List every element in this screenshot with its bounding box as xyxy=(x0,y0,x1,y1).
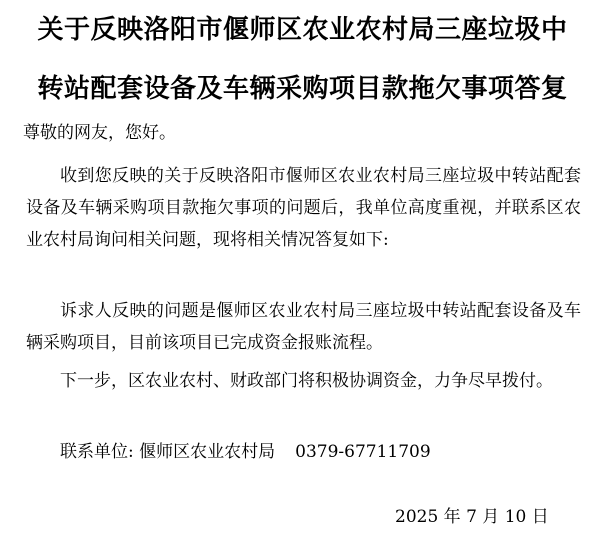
reply-date: 2025 年 7 月 10 日 xyxy=(395,507,549,527)
paragraph-next-step: 下一步，区农业农村、财政部门将积极协调资金，力争尽早拨付。 xyxy=(60,371,553,391)
contact-phone: 0379-67711709 xyxy=(295,442,431,462)
greeting: 尊敬的网友，您好。 xyxy=(23,123,176,143)
document-title-line-1: 关于反映洛阳市偃师区农业农村局三座垃圾中 xyxy=(37,15,568,45)
contact-unit: 联系单位: 偃师区农业农村局 xyxy=(60,442,276,462)
document-title-line-2: 转站配套设备及车辆采购项目款拖欠事项答复 xyxy=(37,74,568,104)
contact-line xyxy=(60,441,431,463)
paragraph-status: 诉求人反映的问题是偃师区农业农村局三座垃圾中转站配套设备及车辆采购项目，目前该项目已完成资金报账流程。 xyxy=(26,301,581,353)
paragraph-receipt: 收到您反映的关于反映洛阳市偃师区农业农村局三座垃圾中转站配套设备及车辆采购项目款拖欠事项的问题后，我单位高度重视，并联系区农业农村局询问相关问题，现将相关情况答复如下: xyxy=(26,166,581,250)
